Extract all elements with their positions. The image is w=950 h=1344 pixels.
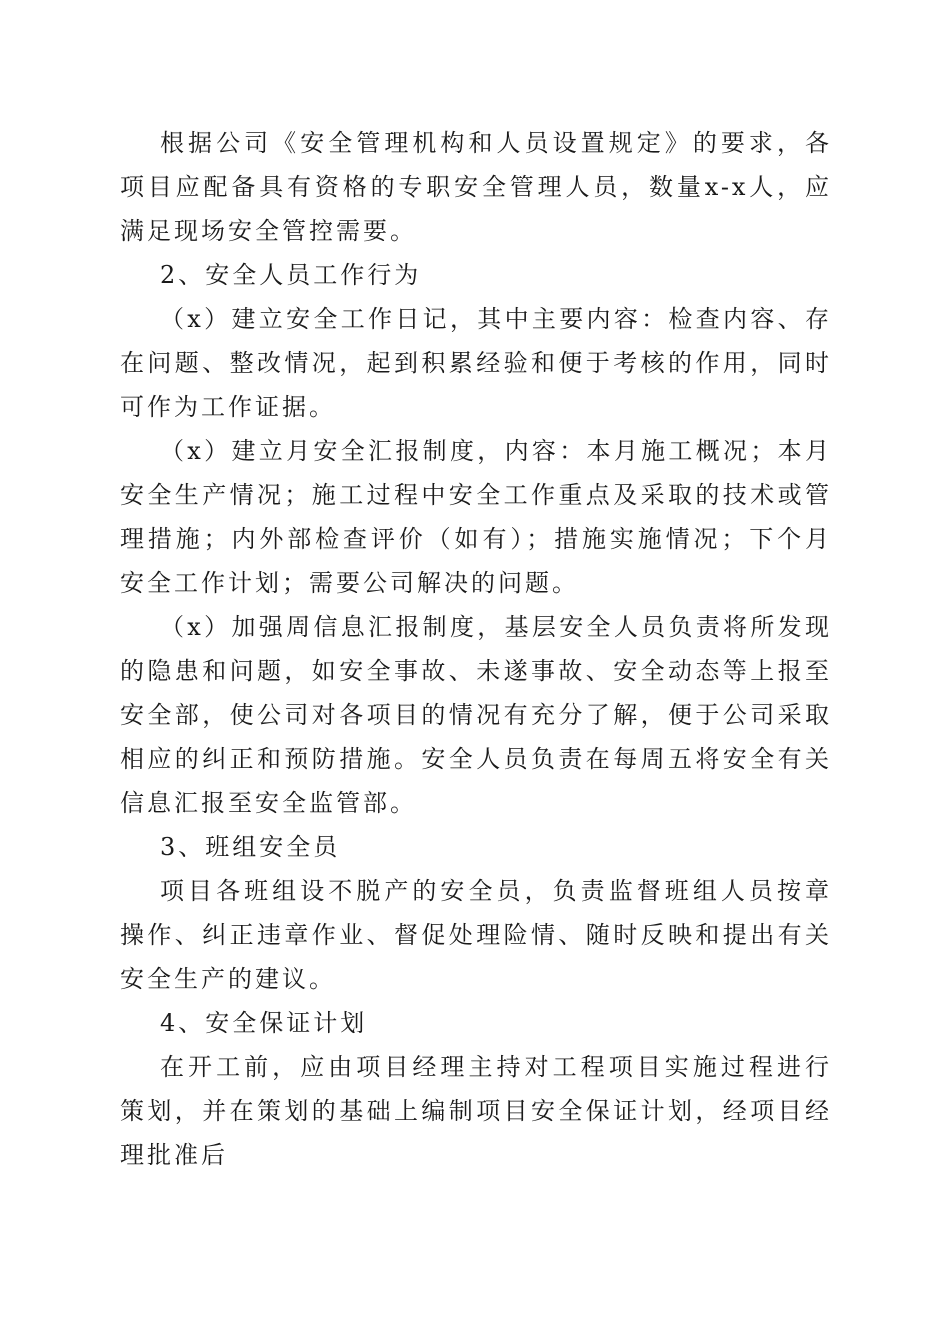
section-heading-team-safety-officer: 3、班组安全员 [160,833,341,861]
paragraph-weekly-report: （x）加强周信息汇报制度，基层安全人员负责将所发现的隐患和问题，如安全事故、未遂事故、安全动态等上报至安全部，使公司对各项目的情况有充分了解，便于公司采取相应的纠正和预防措施。安全人员负责在每周五将安全有关信息汇报至安全监管部。 [120,613,832,817]
paragraph-staffing-requirement: 根据公司《安全管理机构和人员设置规定》的要求，各项目应配备具有资格的专职安全管理人员，数量x-x人，应满足现场安全管控需要。 [120,129,832,245]
section-heading-safety-assurance-plan: 4、安全保证计划 [160,1009,368,1037]
paragraph-monthly-report: （x）建立月安全汇报制度，内容：本月施工概况；本月安全生产情况；施工过程中安全工作重点及采取的技术或管理措施；内外部检查评价（如有）；措施实施情况；下个月安全工作计划；需要公司解决的问题。 [120,437,832,597]
document-body [120,121,832,1177]
paragraph-work-diary: （x）建立安全工作日记，其中主要内容：检查内容、存在问题、整改情况，起到积累经验和便于考核的作用，同时可作为工作证据。 [120,305,832,421]
paragraph-team-safety-officer: 项目各班组设不脱产的安全员，负责监督班组人员按章操作、纠正违章作业、督促处理险情、随时反映和提出有关安全生产的建议。 [120,877,832,993]
section-heading-safety-staff-conduct: 2、安全人员工作行为 [160,261,422,289]
paragraph-safety-assurance-plan: 在开工前，应由项目经理主持对工程项目实施过程进行策划，并在策划的基础上编制项目安全保证计划，经项目经理批准后 [120,1053,832,1169]
